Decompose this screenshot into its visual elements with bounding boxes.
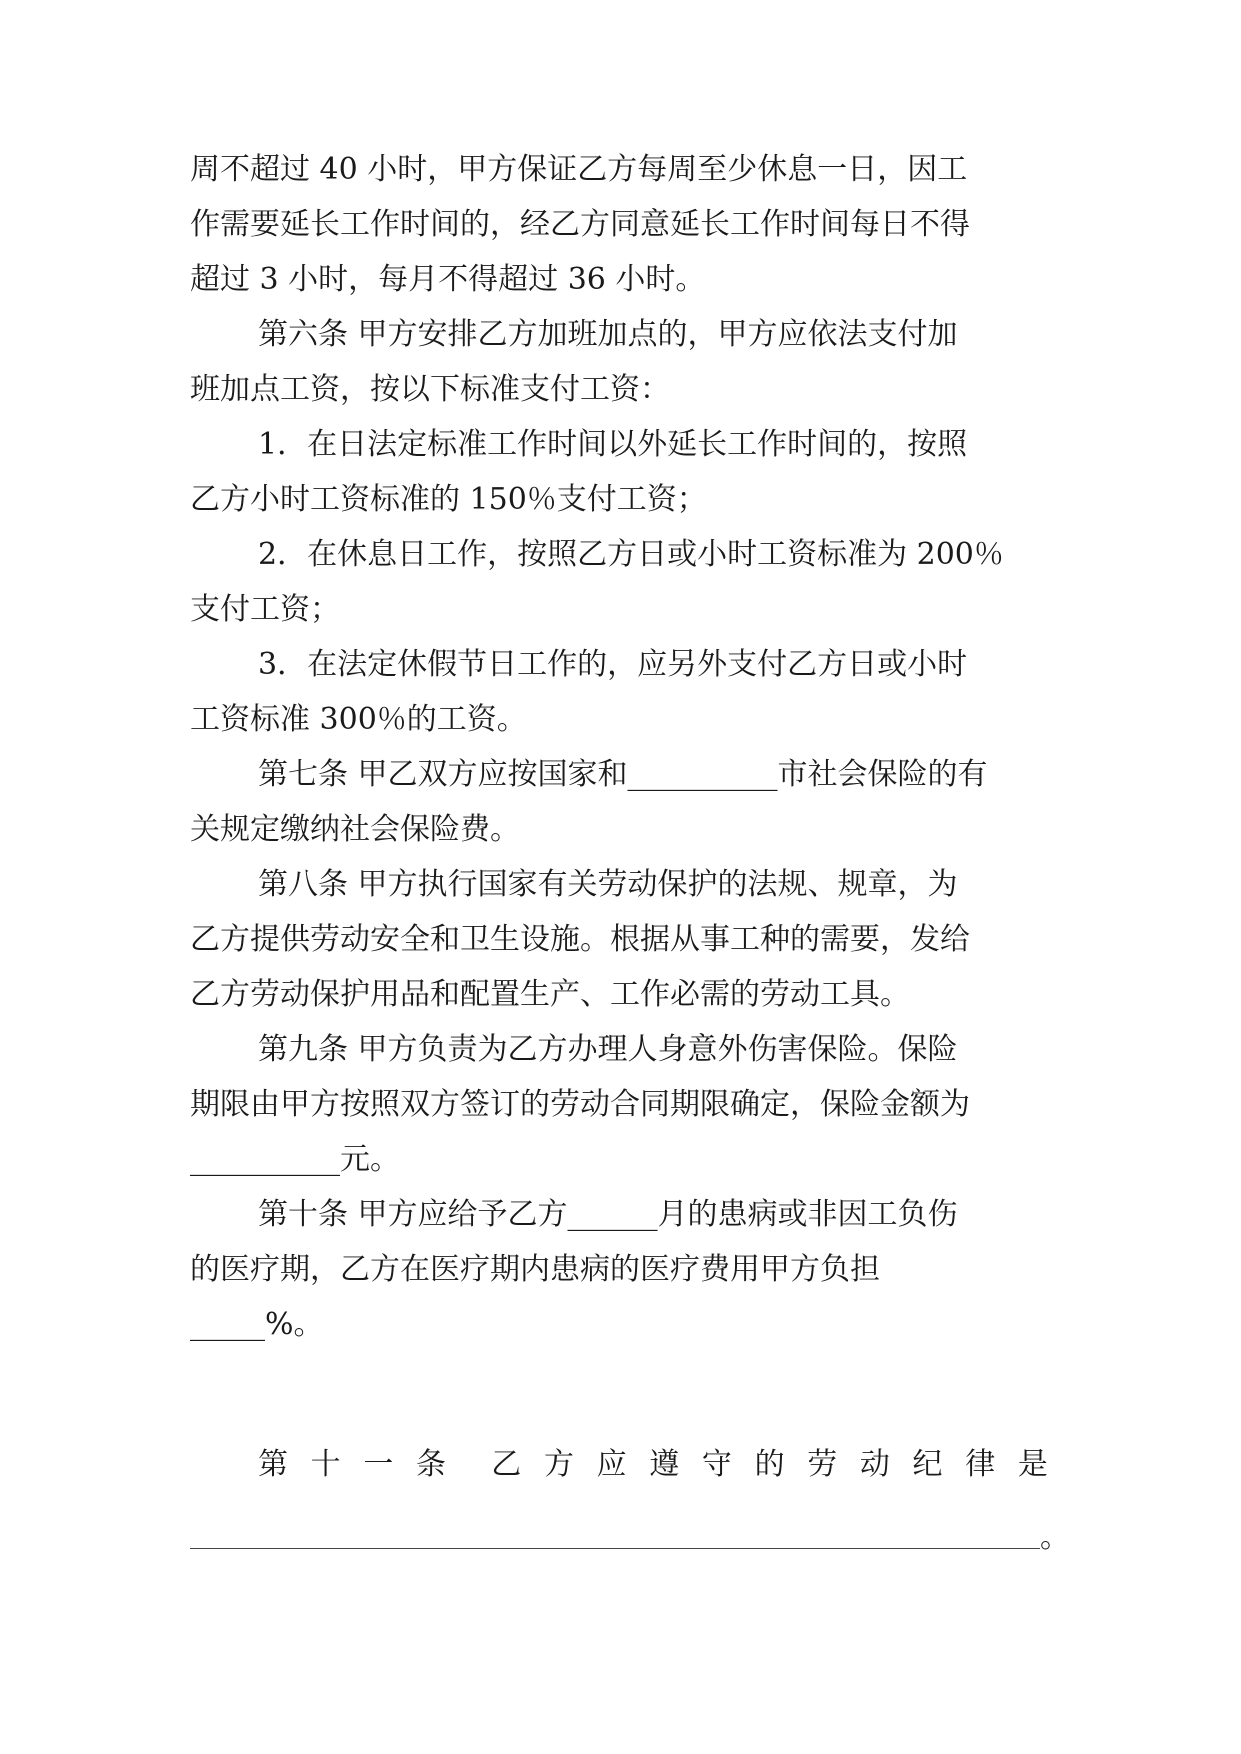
article-11-char: 的: [754, 1447, 785, 1482]
text-line: 1．在日法定标准工作时间以外延长工作时间的，按照: [258, 427, 968, 462]
article-11-char: 一: [363, 1447, 394, 1482]
article-11-heading: [258, 1445, 1048, 1485]
article-11-char: 条: [415, 1447, 446, 1482]
fill-in-blank-line: [190, 1548, 1040, 1549]
text-line: 乙方提供劳动安全和卫生设施。根据从事工种的需要，发给: [190, 922, 970, 957]
article-11-char: 十: [310, 1447, 341, 1482]
article-11-char: 纪: [912, 1447, 943, 1482]
text-line: 乙方小时工资标准的 150％支付工资；: [190, 482, 707, 517]
article-11-char: 乙: [491, 1447, 522, 1482]
article-11-char: 应: [596, 1447, 627, 1482]
text-line: 第九条 甲方负责为乙方办理人身意外伤害保险。保险: [258, 1032, 958, 1067]
article-11-char: 是: [1017, 1447, 1048, 1482]
text-line: __________元。: [190, 1142, 400, 1177]
period-mark: 。: [1040, 1520, 1070, 1555]
text-line: 3．在法定休假节日工作的，应另外支付乙方日或小时: [258, 647, 968, 682]
text-line: 2．在休息日工作，按照乙方日或小时工资标准为 200％: [258, 537, 1004, 572]
text-line: 期限由甲方按照双方签订的劳动合同期限确定，保险金额为: [190, 1087, 970, 1122]
article-11-char: 第: [258, 1447, 288, 1482]
text-line: 作需要延长工作时间的，经乙方同意延长工作时间每日不得: [190, 207, 970, 242]
article-11-char: 律: [965, 1447, 996, 1482]
text-line: 第六条 甲方安排乙方加班加点的，甲方应依法支付加: [258, 317, 958, 352]
text-line: 关规定缴纳社会保险费。: [190, 812, 520, 847]
text-line: 乙方劳动保护用品和配置生产、工作必需的劳动工具。: [190, 977, 910, 1012]
article-11-char: 守: [701, 1447, 732, 1482]
article-11-char: 劳: [807, 1447, 838, 1482]
text-line: 的医疗期，乙方在医疗期内患病的医疗费用甲方负担: [190, 1252, 880, 1287]
article-11-char: 方: [543, 1447, 574, 1482]
text-line: _____%。: [190, 1307, 324, 1342]
text-line: 第八条 甲方执行国家有关劳动保护的法规、规章，为: [258, 867, 958, 902]
text-line: 超过 3 小时，每月不得超过 36 小时。: [190, 262, 706, 297]
article-11-char: 遵: [649, 1447, 680, 1482]
article-11-char: 动: [859, 1447, 890, 1482]
text-line: 周不超过 40 小时，甲方保证乙方每周至少休息一日，因工: [190, 152, 968, 187]
text-line: 班加点工资，按以下标准支付工资：: [190, 372, 670, 407]
text-line: 工资标准 300％的工资。: [190, 702, 527, 737]
text-line: 支付工资；: [190, 592, 340, 627]
text-line: 第七条 甲乙双方应按国家和__________市社会保险的有: [258, 757, 988, 792]
text-line: 第十条 甲方应给予乙方______月的患病或非因工负伤: [258, 1197, 958, 1232]
